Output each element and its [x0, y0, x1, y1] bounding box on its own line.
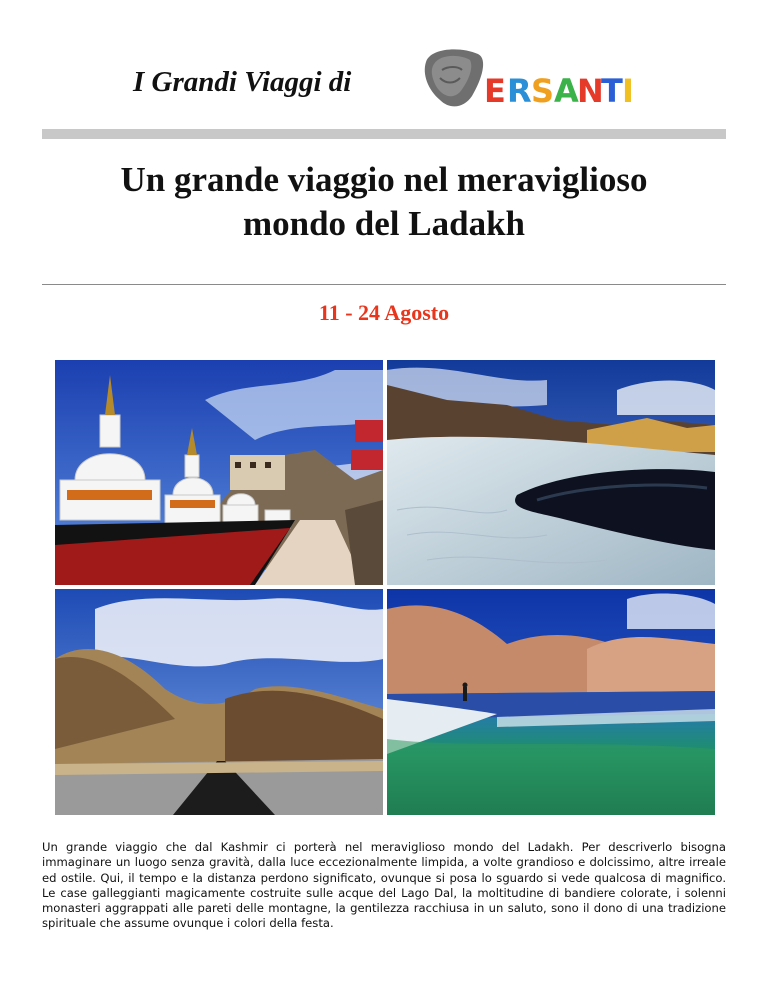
svg-text:A: A: [554, 72, 579, 110]
photo-pangong-lake: [387, 589, 715, 815]
title-line-2: mondo del Ladakh: [242, 204, 526, 243]
svg-text:E: E: [484, 72, 506, 110]
page-title: [42, 158, 726, 246]
photo-mountain-road: [55, 589, 383, 815]
header-divider: [42, 129, 726, 139]
photo-sand-dunes: [387, 360, 715, 585]
description-paragraph: Un grande viaggio che dal Kashmir ci porterà nel meraviglioso mondo del Ladakh. Per descriverlo bisogna immaginare un luogo senza gravità, dalla luce eccezionalmente limpida, a volte grandioso e dolcissimo, altre irreale ed ostile. Qui, il tempo e la distanza perdono significato, ovunque si posa lo sguardo si vede qualcosa di magnifico. Le case galleggianti magicamente costruite sulle acque del Lago Dal, la moltitudine di bandiere colorate, i solenni monasteri aggrappati alle pareti delle montagne, la gentilezza racchiusa in un saluto, sono il dono di una tradizione spirituale che assume ovunque i colori della festa.: [42, 840, 726, 931]
brand-tagline: I Grandi Viaggi di: [133, 66, 352, 98]
title-divider: [42, 284, 726, 285]
svg-text:I: I: [622, 72, 634, 110]
title-line-1: Un grande viaggio nel meraviglioso: [120, 160, 648, 199]
photo-stupa-row: [55, 360, 383, 585]
svg-text:S: S: [531, 72, 555, 110]
versanti-logo: [420, 44, 645, 112]
travel-dates: 11 - 24 Agosto: [318, 300, 450, 325]
svg-text:N: N: [577, 72, 604, 110]
svg-text:T: T: [601, 72, 623, 110]
svg-text:R: R: [507, 72, 532, 110]
